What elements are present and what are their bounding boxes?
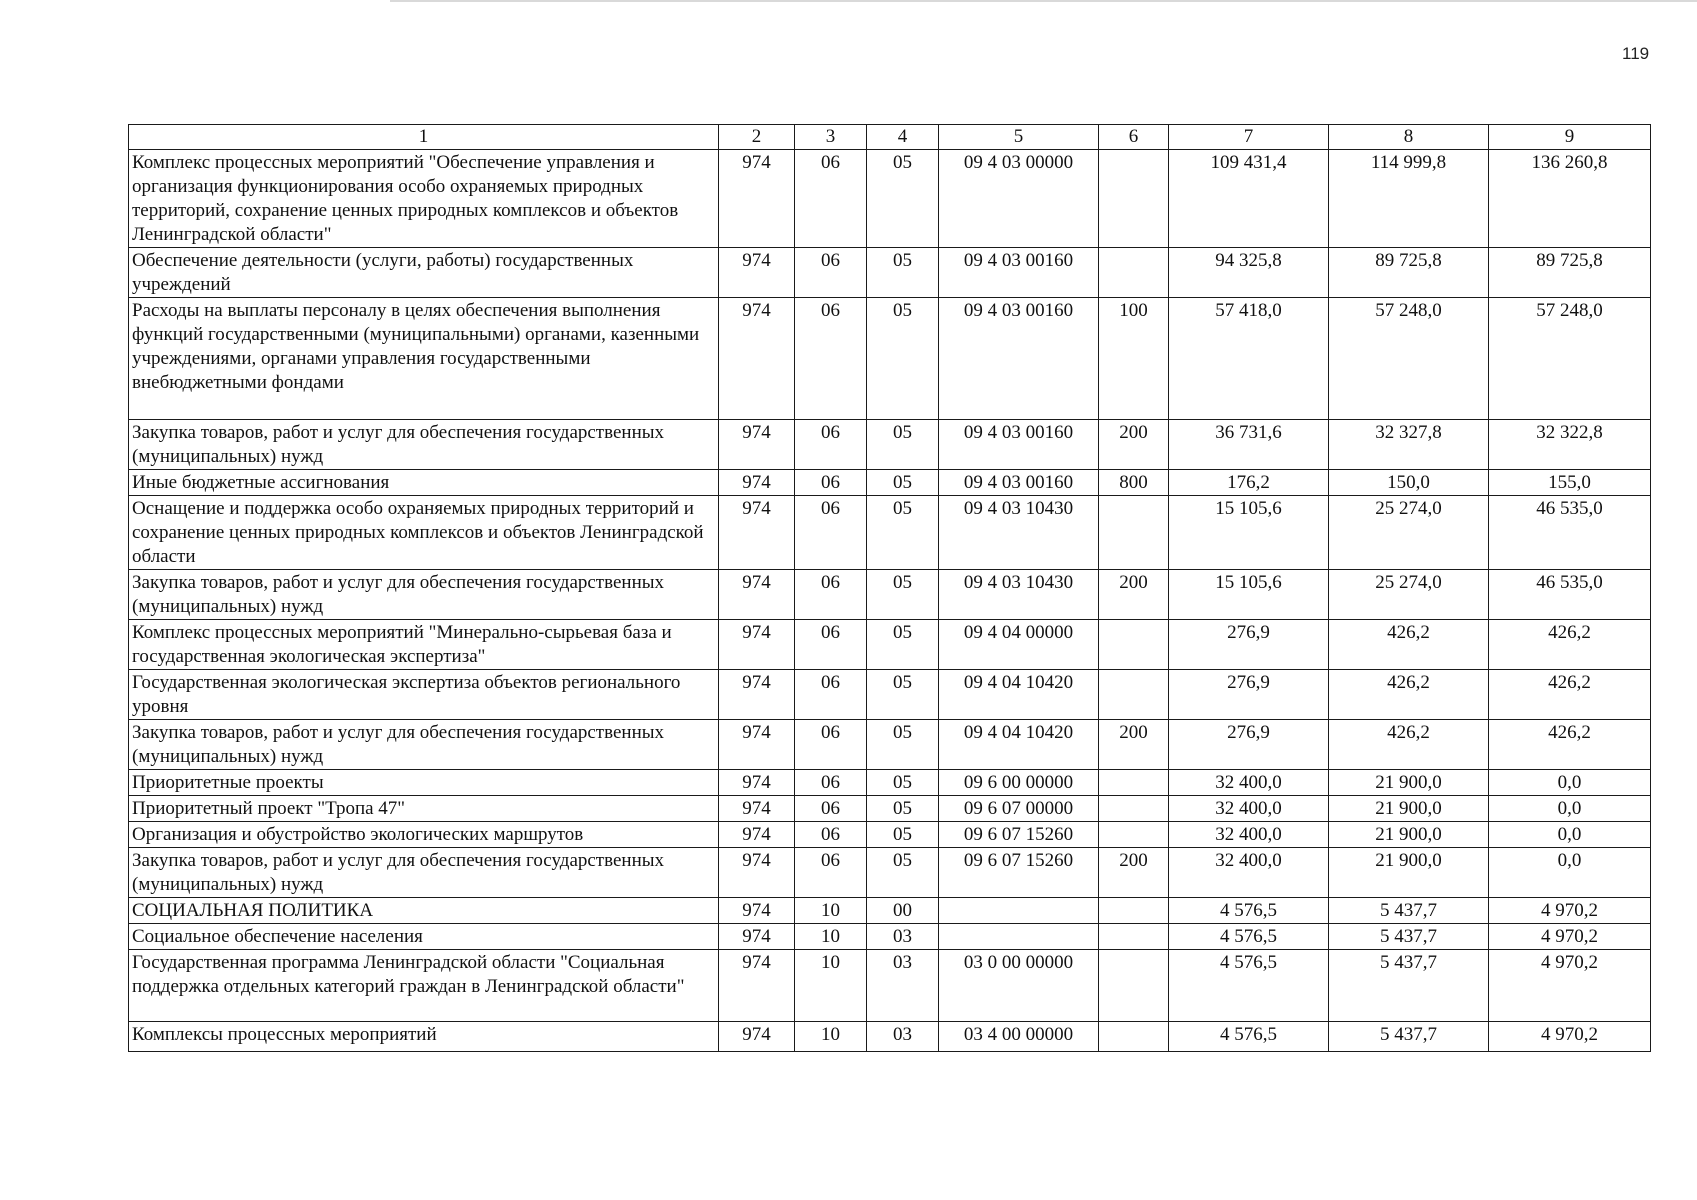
row-grbs: 974 xyxy=(719,720,795,770)
row-section: 06 xyxy=(795,298,867,420)
row-target-article xyxy=(939,898,1099,924)
table-row xyxy=(129,770,1651,796)
row-name: Закупка товаров, работ и услуг для обеспечения государственных (муниципальных) нужд xyxy=(129,570,719,620)
row-subsection: 05 xyxy=(867,470,939,496)
row-amount-1: 57 418,0 xyxy=(1169,298,1329,420)
row-expense-type: 200 xyxy=(1099,420,1169,470)
row-amount-3: 57 248,0 xyxy=(1489,298,1651,420)
row-amount-3: 4 970,2 xyxy=(1489,898,1651,924)
row-expense-type: 200 xyxy=(1099,848,1169,898)
row-name: СОЦИАЛЬНАЯ ПОЛИТИКА xyxy=(129,898,719,924)
table-row xyxy=(129,950,1651,1022)
row-section: 06 xyxy=(795,620,867,670)
row-expense-type xyxy=(1099,822,1169,848)
row-amount-1: 4 576,5 xyxy=(1169,924,1329,950)
row-subsection: 05 xyxy=(867,620,939,670)
row-section: 10 xyxy=(795,924,867,950)
header-col-5: 5 xyxy=(939,125,1099,150)
row-section: 06 xyxy=(795,822,867,848)
row-amount-2: 426,2 xyxy=(1329,670,1489,720)
row-subsection: 05 xyxy=(867,248,939,298)
row-amount-3: 0,0 xyxy=(1489,770,1651,796)
row-subsection: 00 xyxy=(867,898,939,924)
row-grbs: 974 xyxy=(719,670,795,720)
row-section: 06 xyxy=(795,496,867,570)
row-amount-3: 46 535,0 xyxy=(1489,570,1651,620)
row-name: Закупка товаров, работ и услуг для обеспечения государственных (муниципальных) нужд xyxy=(129,720,719,770)
row-target-article: 09 4 03 00160 xyxy=(939,298,1099,420)
header-col-3: 3 xyxy=(795,125,867,150)
header-col-9: 9 xyxy=(1489,125,1651,150)
row-target-article: 09 4 03 00160 xyxy=(939,470,1099,496)
row-section: 06 xyxy=(795,470,867,496)
row-name: Иные бюджетные ассигнования xyxy=(129,470,719,496)
row-amount-3: 46 535,0 xyxy=(1489,496,1651,570)
row-amount-2: 5 437,7 xyxy=(1329,950,1489,1022)
row-amount-2: 21 900,0 xyxy=(1329,848,1489,898)
row-expense-type: 200 xyxy=(1099,720,1169,770)
row-grbs: 974 xyxy=(719,150,795,248)
row-grbs: 974 xyxy=(719,570,795,620)
row-grbs: 974 xyxy=(719,950,795,1022)
row-target-article: 09 4 03 10430 xyxy=(939,496,1099,570)
row-expense-type: 200 xyxy=(1099,570,1169,620)
row-grbs: 974 xyxy=(719,248,795,298)
row-expense-type xyxy=(1099,950,1169,1022)
table-row xyxy=(129,670,1651,720)
row-subsection: 05 xyxy=(867,150,939,248)
row-amount-3: 155,0 xyxy=(1489,470,1651,496)
row-target-article: 09 6 00 00000 xyxy=(939,770,1099,796)
row-amount-2: 21 900,0 xyxy=(1329,822,1489,848)
row-amount-2: 21 900,0 xyxy=(1329,770,1489,796)
row-subsection: 03 xyxy=(867,1022,939,1052)
row-expense-type xyxy=(1099,670,1169,720)
row-target-article: 03 0 00 00000 xyxy=(939,950,1099,1022)
table-row xyxy=(129,898,1651,924)
row-target-article: 09 6 07 15260 xyxy=(939,848,1099,898)
row-amount-3: 4 970,2 xyxy=(1489,1022,1651,1052)
row-amount-1: 176,2 xyxy=(1169,470,1329,496)
row-amount-1: 276,9 xyxy=(1169,670,1329,720)
table-row xyxy=(129,248,1651,298)
row-expense-type xyxy=(1099,248,1169,298)
row-amount-2: 426,2 xyxy=(1329,620,1489,670)
row-target-article: 09 6 07 00000 xyxy=(939,796,1099,822)
row-amount-1: 94 325,8 xyxy=(1169,248,1329,298)
row-amount-2: 25 274,0 xyxy=(1329,496,1489,570)
header-col-2: 2 xyxy=(719,125,795,150)
row-grbs: 974 xyxy=(719,420,795,470)
header-col-7: 7 xyxy=(1169,125,1329,150)
row-amount-3: 426,2 xyxy=(1489,620,1651,670)
row-amount-3: 426,2 xyxy=(1489,720,1651,770)
header-col-1: 1 xyxy=(129,125,719,150)
table-body xyxy=(129,150,1651,1052)
row-amount-2: 5 437,7 xyxy=(1329,1022,1489,1052)
row-section: 06 xyxy=(795,796,867,822)
header-row xyxy=(129,125,1651,150)
row-subsection: 05 xyxy=(867,570,939,620)
table-row xyxy=(129,298,1651,420)
row-target-article: 09 4 04 10420 xyxy=(939,720,1099,770)
row-name: Расходы на выплаты персоналу в целях обеспечения выполнения функций государственными (муниципальными) органами, казенными учреждениями, органами управления государственными внебюджетными фондами xyxy=(129,298,719,420)
row-amount-1: 32 400,0 xyxy=(1169,770,1329,796)
table-row xyxy=(129,496,1651,570)
row-amount-3: 89 725,8 xyxy=(1489,248,1651,298)
table-row xyxy=(129,822,1651,848)
row-amount-2: 21 900,0 xyxy=(1329,796,1489,822)
row-expense-type xyxy=(1099,924,1169,950)
row-name: Закупка товаров, работ и услуг для обеспечения государственных (муниципальных) нужд xyxy=(129,848,719,898)
row-target-article: 09 4 03 00160 xyxy=(939,248,1099,298)
row-amount-1: 276,9 xyxy=(1169,620,1329,670)
row-amount-3: 4 970,2 xyxy=(1489,924,1651,950)
row-amount-3: 4 970,2 xyxy=(1489,950,1651,1022)
row-grbs: 974 xyxy=(719,496,795,570)
budget-table xyxy=(128,124,1651,1052)
row-name: Закупка товаров, работ и услуг для обеспечения государственных (муниципальных) нужд xyxy=(129,420,719,470)
row-subsection: 05 xyxy=(867,822,939,848)
row-amount-3: 32 322,8 xyxy=(1489,420,1651,470)
row-name: Оснащение и поддержка особо охраняемых природных территорий и сохранение ценных природных комплексов и объектов Ленинградской области xyxy=(129,496,719,570)
row-target-article xyxy=(939,924,1099,950)
row-subsection: 05 xyxy=(867,496,939,570)
row-amount-2: 89 725,8 xyxy=(1329,248,1489,298)
row-name: Социальное обеспечение населения xyxy=(129,924,719,950)
row-section: 06 xyxy=(795,248,867,298)
row-amount-3: 0,0 xyxy=(1489,796,1651,822)
row-name: Государственная программа Ленинградской области "Социальная поддержка отдельных категорий граждан в Ленинградской области" xyxy=(129,950,719,1022)
table-row xyxy=(129,848,1651,898)
row-subsection: 05 xyxy=(867,298,939,420)
table-row xyxy=(129,796,1651,822)
header-col-8: 8 xyxy=(1329,125,1489,150)
row-section: 06 xyxy=(795,420,867,470)
row-grbs: 974 xyxy=(719,770,795,796)
row-section: 10 xyxy=(795,950,867,1022)
row-grbs: 974 xyxy=(719,822,795,848)
row-name: Приоритетные проекты xyxy=(129,770,719,796)
row-expense-type xyxy=(1099,620,1169,670)
row-target-article: 09 4 04 10420 xyxy=(939,670,1099,720)
row-expense-type xyxy=(1099,796,1169,822)
table-row xyxy=(129,470,1651,496)
row-grbs: 974 xyxy=(719,924,795,950)
row-subsection: 05 xyxy=(867,848,939,898)
row-subsection: 05 xyxy=(867,670,939,720)
row-amount-3: 0,0 xyxy=(1489,848,1651,898)
row-target-article: 09 4 04 00000 xyxy=(939,620,1099,670)
row-amount-1: 276,9 xyxy=(1169,720,1329,770)
row-subsection: 05 xyxy=(867,420,939,470)
page-number: 119 xyxy=(1622,44,1650,63)
row-amount-2: 114 999,8 xyxy=(1329,150,1489,248)
table-row xyxy=(129,620,1651,670)
row-target-article: 03 4 00 00000 xyxy=(939,1022,1099,1052)
row-amount-1: 4 576,5 xyxy=(1169,950,1329,1022)
row-section: 06 xyxy=(795,720,867,770)
row-name: Государственная экологическая экспертиза объектов регионального уровня xyxy=(129,670,719,720)
row-subsection: 05 xyxy=(867,720,939,770)
row-section: 06 xyxy=(795,848,867,898)
row-amount-2: 25 274,0 xyxy=(1329,570,1489,620)
row-expense-type: 100 xyxy=(1099,298,1169,420)
row-amount-3: 136 260,8 xyxy=(1489,150,1651,248)
row-name: Организация и обустройство экологических маршрутов xyxy=(129,822,719,848)
table-row xyxy=(129,1022,1651,1052)
row-grbs: 974 xyxy=(719,898,795,924)
row-amount-3: 0,0 xyxy=(1489,822,1651,848)
row-expense-type xyxy=(1099,770,1169,796)
row-grbs: 974 xyxy=(719,796,795,822)
row-grbs: 974 xyxy=(719,470,795,496)
row-amount-1: 32 400,0 xyxy=(1169,796,1329,822)
row-amount-2: 5 437,7 xyxy=(1329,898,1489,924)
table-row xyxy=(129,570,1651,620)
row-name: Обеспечение деятельности (услуги, работы) государственных учреждений xyxy=(129,248,719,298)
table-row xyxy=(129,924,1651,950)
header-col-4: 4 xyxy=(867,125,939,150)
row-section: 06 xyxy=(795,570,867,620)
row-amount-1: 109 431,4 xyxy=(1169,150,1329,248)
row-target-article: 09 4 03 00000 xyxy=(939,150,1099,248)
scan-edge-line xyxy=(390,0,1697,2)
row-target-article: 09 4 03 10430 xyxy=(939,570,1099,620)
row-amount-1: 32 400,0 xyxy=(1169,848,1329,898)
row-name: Комплексы процессных мероприятий xyxy=(129,1022,719,1052)
row-expense-type xyxy=(1099,898,1169,924)
row-expense-type xyxy=(1099,150,1169,248)
row-amount-2: 150,0 xyxy=(1329,470,1489,496)
row-grbs: 974 xyxy=(719,620,795,670)
row-section: 10 xyxy=(795,898,867,924)
table-row xyxy=(129,720,1651,770)
row-subsection: 03 xyxy=(867,950,939,1022)
row-amount-1: 15 105,6 xyxy=(1169,496,1329,570)
row-amount-1: 32 400,0 xyxy=(1169,822,1329,848)
row-amount-1: 4 576,5 xyxy=(1169,1022,1329,1052)
row-section: 10 xyxy=(795,1022,867,1052)
row-expense-type xyxy=(1099,1022,1169,1052)
row-amount-2: 57 248,0 xyxy=(1329,298,1489,420)
row-target-article: 09 4 03 00160 xyxy=(939,420,1099,470)
row-amount-1: 36 731,6 xyxy=(1169,420,1329,470)
row-section: 06 xyxy=(795,670,867,720)
table-row xyxy=(129,420,1651,470)
row-amount-1: 4 576,5 xyxy=(1169,898,1329,924)
table-row xyxy=(129,150,1651,248)
row-amount-1: 15 105,6 xyxy=(1169,570,1329,620)
row-target-article: 09 6 07 15260 xyxy=(939,822,1099,848)
header-col-6: 6 xyxy=(1099,125,1169,150)
row-name: Приоритетный проект "Тропа 47" xyxy=(129,796,719,822)
row-subsection: 05 xyxy=(867,770,939,796)
row-grbs: 974 xyxy=(719,848,795,898)
row-section: 06 xyxy=(795,770,867,796)
row-subsection: 03 xyxy=(867,924,939,950)
row-grbs: 974 xyxy=(719,298,795,420)
row-amount-3: 426,2 xyxy=(1489,670,1651,720)
row-grbs: 974 xyxy=(719,1022,795,1052)
row-name: Комплекс процессных мероприятий "Минерально-сырьевая база и государственная экологическая экспертиза" xyxy=(129,620,719,670)
row-expense-type xyxy=(1099,496,1169,570)
row-expense-type: 800 xyxy=(1099,470,1169,496)
row-amount-2: 32 327,8 xyxy=(1329,420,1489,470)
table-header xyxy=(129,125,1651,150)
row-amount-2: 426,2 xyxy=(1329,720,1489,770)
row-amount-2: 5 437,7 xyxy=(1329,924,1489,950)
row-subsection: 05 xyxy=(867,796,939,822)
row-section: 06 xyxy=(795,150,867,248)
row-name: Комплекс процессных мероприятий "Обеспечение управления и организация функционирования особо охраняемых природных территорий, сохранение ценных природных комплексов и объектов Ленинградской области" xyxy=(129,150,719,248)
